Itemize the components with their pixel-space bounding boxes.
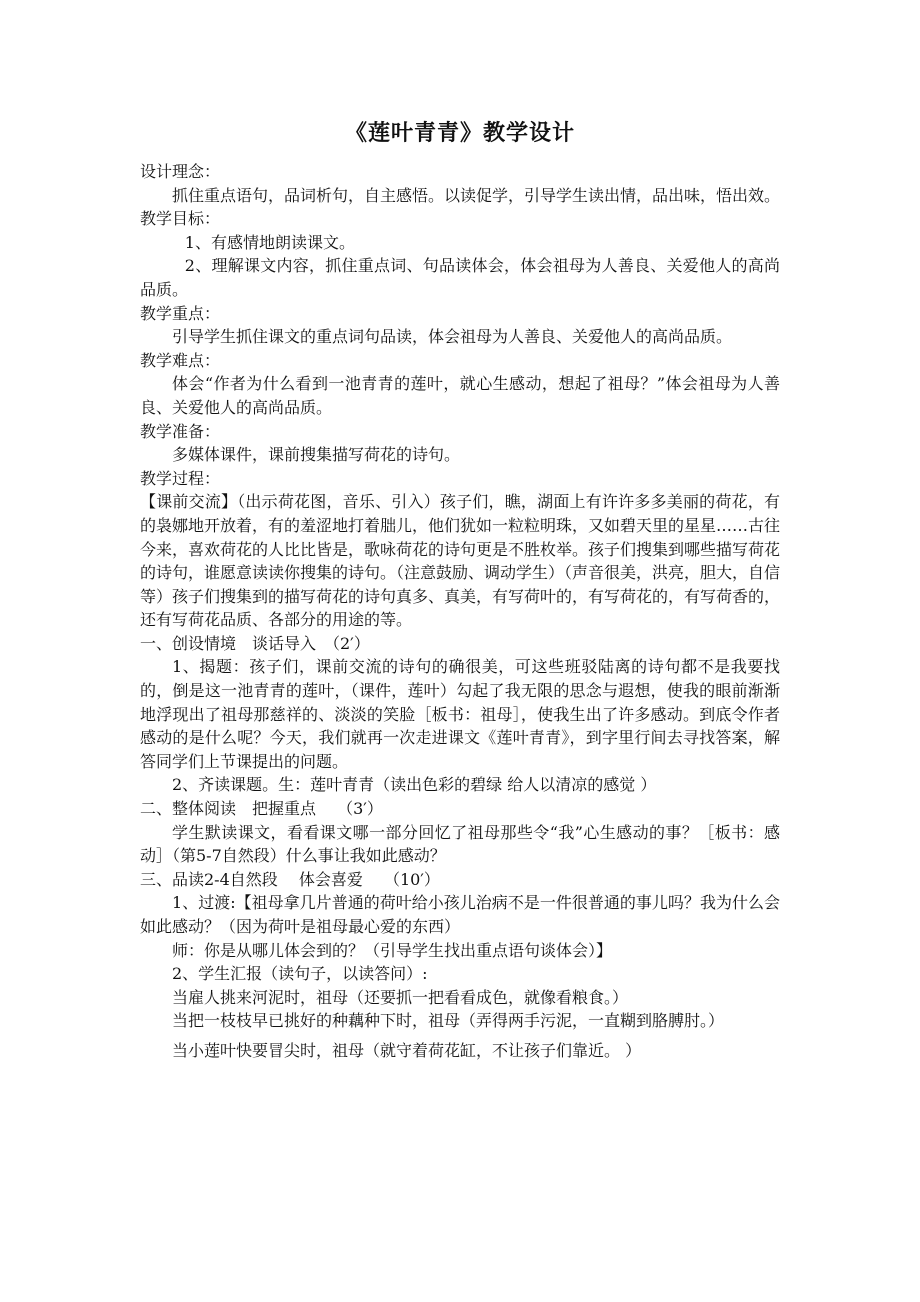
paragraph-design-concept: 抓住重点语句，品词析句，自主感悟。以读促学，引导学生读出情，品出味，悟出效。 (172, 185, 781, 205)
section-heading-part-2: 二、整体阅读 把握重点 （3′） (140, 799, 383, 819)
document-title: 《莲叶青青》教学设计 (344, 120, 575, 146)
section-heading-goals: 教学目标： (140, 209, 221, 229)
section-heading-preparation: 教学准备： (140, 421, 221, 441)
paragraph-part-3-item-2: 2、学生汇报（读句子，以读答问）: (172, 964, 428, 984)
section-heading-part-3: 三、品读2-4自然段 体会喜爱 （10′） (140, 869, 440, 889)
paragraph-pre-class: 【课前交流】（出示荷花图，音乐、引入）孩子们，瞧，湖面上有许许多多美丽的荷花，有的袅娜地开放着，有的羞涩地打着朏儿，他们犹如一粒粒明珠，又如碧天里的星星……古往今来，喜欢荷花的人比比皆是，歌咏荷花的诗句更是不胜枚举。孩子们搜集到哪些描写荷花的诗句，谁愿意读读你搜集的诗句。（注意鼓励、调动学生）（声音很美，洪亮，胆大，自信等）孩子们搜集到的描写荷花的诗句真多、真美，有写荷叶的，有写荷花的，有写荷香的，还有写荷花品质、各部分的用途的等。 (140, 492, 781, 630)
section-heading-design-concept: 设计理念： (140, 162, 221, 181)
section-heading-key-points: 教学重点： (140, 303, 221, 323)
paragraph-preparation: 多媒体课件，课前搜集描写荷花的诗句。 (172, 445, 461, 465)
paragraph-part-3-item-1: 1、过渡:【祖母拿几片普通的荷叶给小孩儿治病不是一件很普通的事儿吗？我为什么会如此感动？（因为荷叶是祖母最心爱的东西） (140, 893, 780, 936)
paragraph-part-3-line-1: 当雇人挑来河泥时，祖母（还要抓一把看看成色，就像看粮食。） (172, 987, 629, 1007)
paragraph-part-3-line-3: 当小莲叶快要冒尖时，祖母（就守着荷花缸，不让孩子们靠近。 ） (172, 1040, 642, 1060)
paragraph-part-1-item-2: 2、齐读课题。生：莲叶青青（读出色彩的碧绿 给人以清凉的感觉 ） (172, 775, 657, 795)
paragraph-part-3-line-2: 当把一枝枝早已挑好的种藕种下时，祖母（弄得两手污泥，一直糊到胳膊肘。） (172, 1011, 725, 1031)
paragraph-key-points: 引导学生抓住课文的重点词句品读，体会祖母为人善良、关爱他人的高尚品质。 (172, 327, 733, 347)
paragraph-part-2: 学生默读课文，看看课文哪一部分回忆了祖母那些令“我”心生感动的事？［板书：感动］（第5-7自然段）什么事让我如此感动？ (140, 822, 780, 866)
paragraph-part-1-item-1: 1、揭题：孩子们，课前交流的诗句的确很美，可这些班驳陆离的诗句都不是我要找的，倒是这一池青青的莲叶，（课件，莲叶）勾起了我无限的思念与遐想，使我的眼前渐渐地浮现出了祖母那慈祥的、淡淡的笑脸［板书：祖母］，使我生出了许多感动。到底令作者感动的是什么呢？今天，我们就再一次走进课文《莲叶青青》，到字里行间去寻找答案，解答同学们上节课提出的问题。 (140, 657, 780, 771)
section-heading-part-1: 一、创设情境 谈话导入 （2′） (140, 633, 370, 653)
paragraph-part-3-teacher: 师：你是从哪儿体会到的？（引导学生找出重点语句谈体会）】 (172, 940, 613, 960)
section-heading-difficulties: 教学难点： (140, 350, 221, 370)
paragraph-difficulties: 体会“作者为什么看到一池青青的莲叶，就心生感动，想起了祖母？”体会祖母为人善良、关爱他人的高尚品质。 (140, 374, 780, 417)
goal-item-2: 2、理解课文内容，抓住重点词、句品读体会，体会祖母为人善良、关爱他人的高尚品质。 (140, 256, 780, 299)
document-body (140, 160, 780, 1063)
section-heading-process: 教学过程： (140, 468, 221, 488)
goal-item-1: 1、有感情地朗读课文。 (184, 232, 355, 252)
